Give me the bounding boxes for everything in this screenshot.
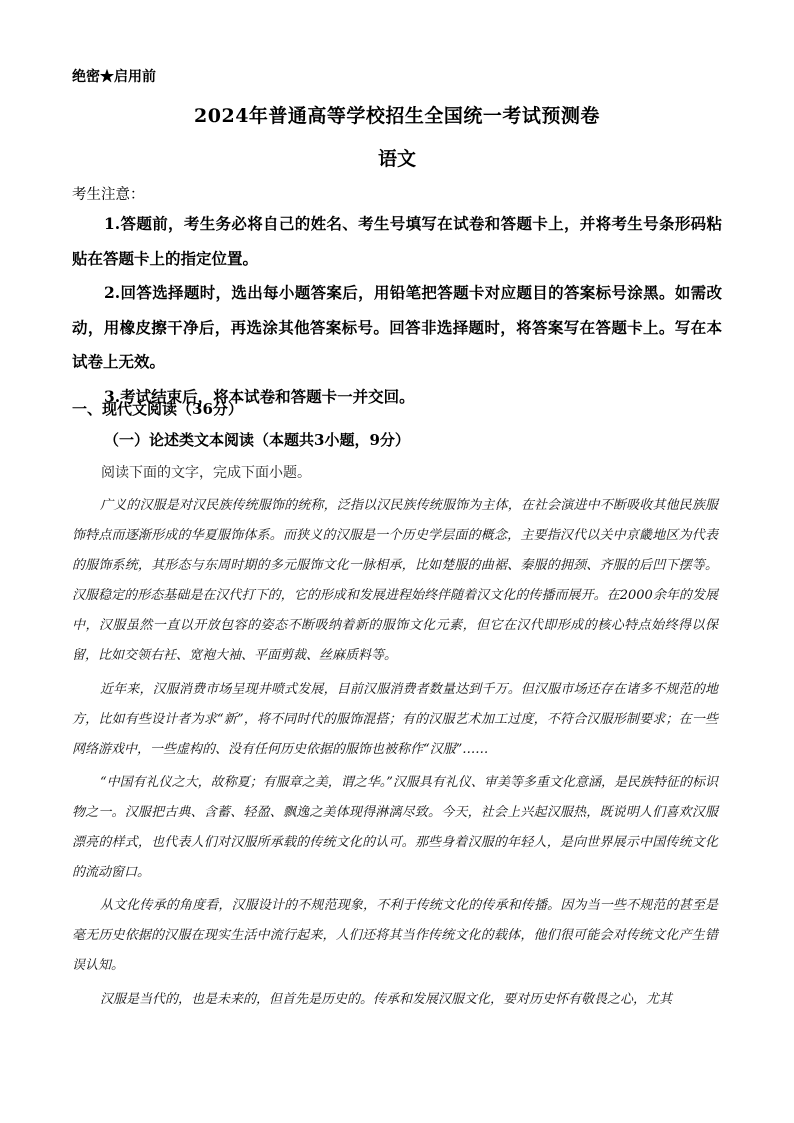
subsection-title: （一）论述类文本阅读（本题共3小题，9分） [104, 431, 410, 449]
reading-instruction: 阅读下面的文字，完成下面小题。 [101, 465, 311, 481]
exam-title: 2024年普通高等学校招生全国统一考试预测卷 [194, 105, 600, 127]
confidential-label: 绝密★启用前 [72, 69, 156, 85]
passage-paragraph: 近年来，汉服消费市场呈现井喷式发展，目前汉服消费者数量达到千万。但汉服市场还存在诸多不规范的地方，比如有些设计者为求“新”，将不同时代的服饰混搭；有的汉服艺术加工过度，不符合汉服形制要求；在一些网络游戏中，一些虚构的、没有任何历史依据的服饰也被称作“汉服”…… [72, 681, 718, 757]
notice-item: 3.考试结束后，将本试卷和答题卡一并交回。 [104, 386, 415, 406]
notice-item: 2.回答选择题时，选出每小题答案后，用铅笔把答题卡对应题目的答案标号涂黑。如需改动，用橡皮擦干净后，再选涂其他答案标号。回答非选择题时，将答案写在答题卡上。写在本试卷上无效。 [72, 283, 722, 371]
reading-passage [72, 491, 718, 1018]
notice-list [72, 207, 722, 414]
notice-item: 1.答题前，考生务必将自己的姓名、考生号填写在试卷和答题卡上，并将考生号条形码粘贴在答题卡上的指定位置。 [72, 214, 722, 268]
passage-paragraph: 汉服是当代的，也是未来的，但首先是历史的。传承和发展汉服文化，要对历史怀有敬畏之心，尤其 [100, 991, 673, 1007]
section-title: 一、现代文阅读（36分） [72, 400, 243, 418]
passage-paragraph: 广义的汉服是对汉民族传统服饰的统称，泛指以汉民族传统服饰为主体，在社会演进中不断吸收其他民族服饰特点而逐渐形成的华夏服饰体系。而狭义的汉服是一个历史学层面的概念，主要指汉代以关中京畿地区为代表的服饰系统，其形态与东周时期的多元服饰文化一脉相承，比如楚服的曲裾、秦服的拥颈、齐服的后凹下摆等。汉服稳定的形态基础是在汉代打下的，它的形成和发展进程始终伴随着汉文化的传播而展开。在2000余年的发展中，汉服虽然一直以开放包容的姿态不断吸纳着新的服饰文化元素，但它在汉代即形成的核心特点始终得以保留，比如交领右衽、宽袍大袖、平面剪裁、丝麻质料等。 [72, 498, 718, 664]
notice-heading: 考生注意： [72, 187, 145, 203]
passage-paragraph: 从文化传承的角度看，汉服设计的不规范现象，不利于传统文化的传承和传播。因为当一些不规范的甚至是毫无历史依据的汉服在现实生活中流行起来，人们还将其当作传统文化的载体，他们很可能会对传统文化产生错误认知。 [72, 898, 718, 974]
subject-title: 语文 [377, 148, 416, 170]
passage-paragraph: “中国有礼仪之大，故称夏；有服章之美，谓之华。”汉服具有礼仪、审美等多重文化意涵，是民族特征的标识物之一。汉服把古典、含蓄、轻盈、飘逸之美体现得淋漓尽致。今天，社会上兴起汉服热，既说明人们喜欢汉服漂亮的样式，也代表人们对汉服所承载的传统文化的认可。那些身着汉服的年轻人，是向世界展示中国传统文化的流动窗口。 [72, 774, 718, 881]
